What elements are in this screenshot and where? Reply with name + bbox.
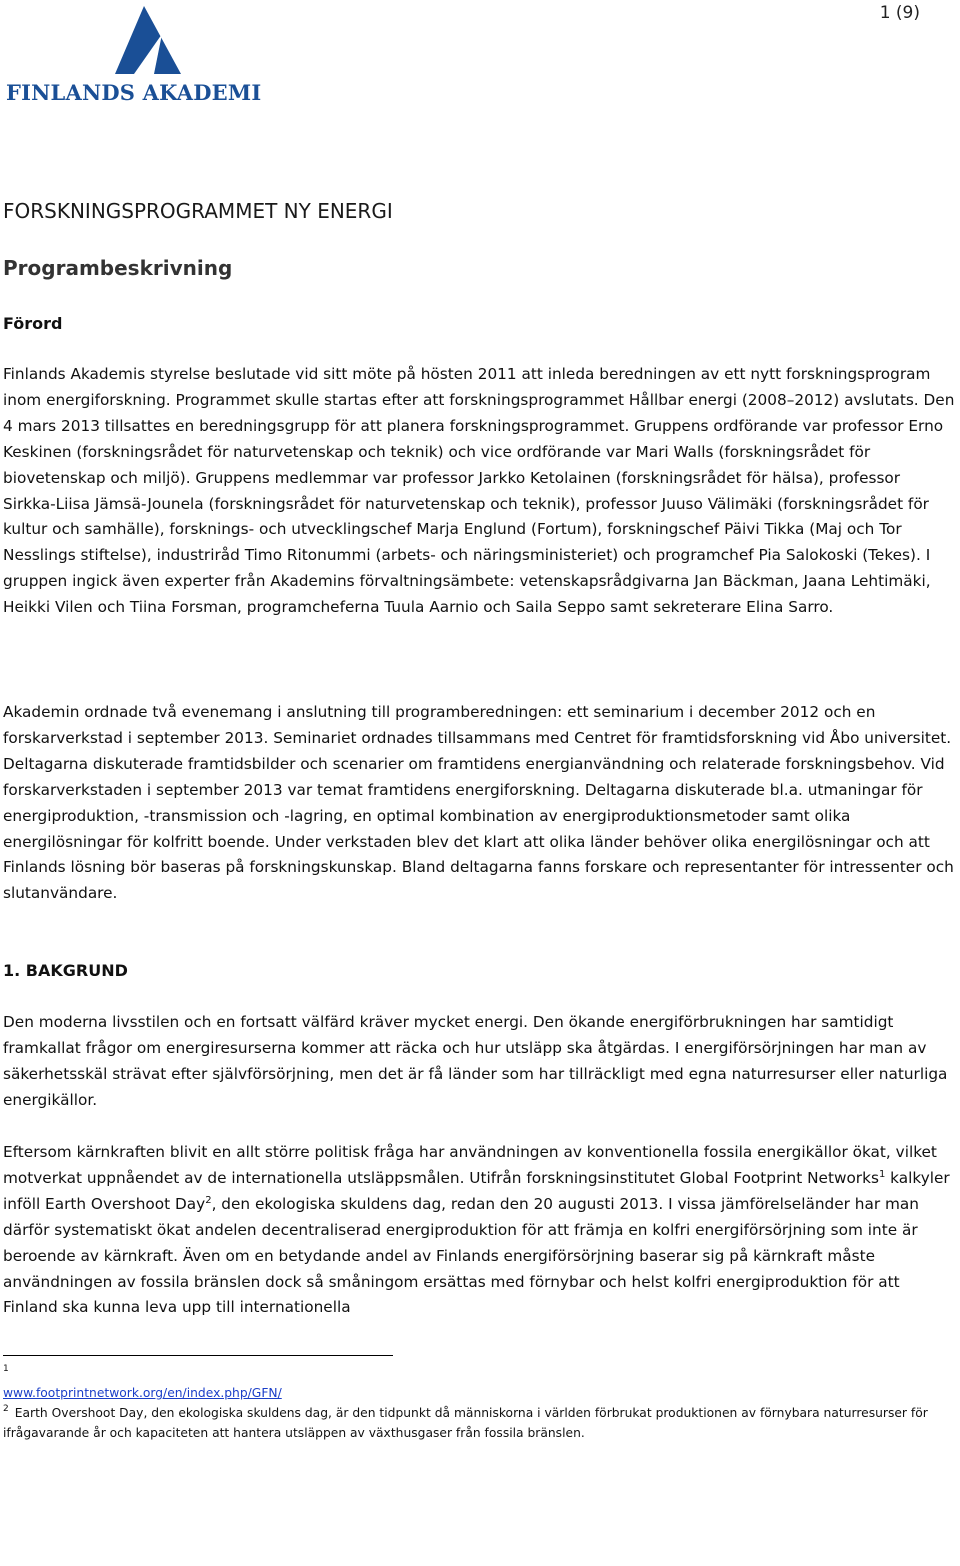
footnote-link[interactable]: www.footprintnetwork.org/en/index.php/GFN/ xyxy=(3,1386,282,1400)
document-title: FORSKNINGSPROGRAMMET NY ENERGI xyxy=(3,199,393,223)
bakgrund-p2-part-a: Eftersom kärnkraften blivit en allt större politisk fråga har användningen av konventionella fossila energikällor ökat, vilket motverkat uppnåendet av de internationella utsläppsmålen. Utifrån forskningsinstitutet Global Footprint Networks xyxy=(3,1143,937,1187)
foreword-paragraph-2: Akademin ordnade två evenemang i anslutning till programberedningen: ett seminarium i december 2012 och en forskarverkstad i september 2013. Seminariet ordnades tillsammans med Centret för framtidsforskning vid Åbo universitet. Deltagarna diskuterade framtidsbilder och scenarier om framtidens energianvändning och relaterade forskningsbehov. Vid forskarverkstaden i september 2013 var temat framtidens energiforskning. Deltagarna diskuterade bl.a. utmaningar för energiproduktion, -transmission och -lagring, en optimal kombination av energiproduktionsmetoder samt olika energilösningar för kolfritt boende. Under verkstaden blev det klart att olika länder behöver olika energilösningar och att Finlands lösning bör baseras på forskningskunskap. Bland deltagarna fanns forskare och representanter för intressenter och slutanvändare. xyxy=(3,703,954,903)
footnote-2 xyxy=(3,1403,957,1443)
foreword-heading: Förord xyxy=(3,314,63,333)
footnote-ref-1[interactable]: 1 xyxy=(878,1168,886,1180)
logo-triangle-icon xyxy=(114,4,184,76)
bakgrund-p2-part-c: , den ekologiska skuldens dag, redan den 20 augusti 2013. I vissa jämförelseländer har man därför systematiskt ökat andelen decentraliserad energiproduktion för att främja en kolfri energiförsörjning som inte är beroende av kärnkraft. Även om en betydande andel av Finlands energiförsörjning baserar sig på kärnkraft måste användningen av fossila bränslen dock så småningom ersättas med förnybar och helst kolfri energiproduktion för att Finland ska kunna leva upp till internationella xyxy=(3,1194,919,1317)
footnote-text: Earth Overshoot Day, den ekologiska skuldens dag, är den tidpunkt då människorna i världen förbrukat produktionen av förnybara naturresurser för ifrågavarande år och kapaciteten att hantera utsläppen av växthusgaser från fossila bränslen. xyxy=(3,1406,928,1440)
footnote-number: 1 xyxy=(3,1364,9,1374)
footnote-1 xyxy=(3,1363,957,1403)
foreword-paragraph-1: Finlands Akademis styrelse beslutade vid sitt möte på hösten 2011 att inleda beredningen av ett nytt forskningsprogram inom energiforskning. Programmet skulle startas efter att forskningsprogrammet Hållbar energi (2008–2012) avslutats. Den 4 mars 2013 tillsattes en beredningsgrupp för att planera forskningsprogrammet. Gruppens ordförande var professor Erno Keskinen (forskningsrådet för naturvetenskap och teknik) och vice ordförande var Mari Walls (forskningsrådet för biovetenskap och miljö). Gruppens medlemmar var professor Jarkko Ketolainen (forskningsrådet för hälsa), professor Sirkka-Liisa Jämsä-Jounela (forskningsrådet för naturvetenskap och teknik), professor Juuso Välimäki (forskningsrådet för kultur och samhälle), forsknings- och utvecklingschef Marja Englund (Fortum), forskningschef Päivi Tikka (Maj och Tor Nesslings stiftelse), industriråd Timo Ritonummi (arbets- och näringsministeriet) och programchef Pia Salokoski (Tekes). I gruppen ingick även experter från Akademins förvaltningsämbete: vetenskapsrådgivarna Jan Bäckman, Jaana Lehtimäki, Heikki Vilen och Tiina Forsman, programcheferna Tuula Aarnio och Saila Seppo samt sekreterare Elina Sarro. xyxy=(3,365,955,617)
finlands-akademi-logo xyxy=(6,4,268,105)
footnotes xyxy=(3,1363,957,1443)
section-bakgrund-heading: 1. BAKGRUND xyxy=(3,961,128,980)
page-number: 1 (9) xyxy=(879,3,920,23)
footnote-divider xyxy=(3,1355,393,1356)
footnote-ref-2[interactable]: 2 xyxy=(205,1194,212,1206)
bakgrund-p2-part-b: kalkyler inföll Earth Overshoot Day xyxy=(3,1168,950,1213)
document-subtitle: Programbeskrivning xyxy=(3,256,233,280)
bakgrund-paragraph-1: Den moderna livsstilen och en fortsatt välfärd kräver mycket energi. Den ökande energiförbrukningen har samtidigt framkallat frågor om energiresurserna kommer att räcka och hur utsläpp ska åtgärdas. I energiförsörjningen har man av säkerhetsskäl strävat efter självförsörjning, men det är få länder som har tillräckligt med egna naturresurser eller naturliga energikällor. xyxy=(3,1013,948,1109)
logo-text: FINLANDS AKADEMI xyxy=(6,80,262,105)
bakgrund-paragraph-2 xyxy=(3,1140,957,1321)
footnote-number: 2 xyxy=(3,1404,9,1414)
